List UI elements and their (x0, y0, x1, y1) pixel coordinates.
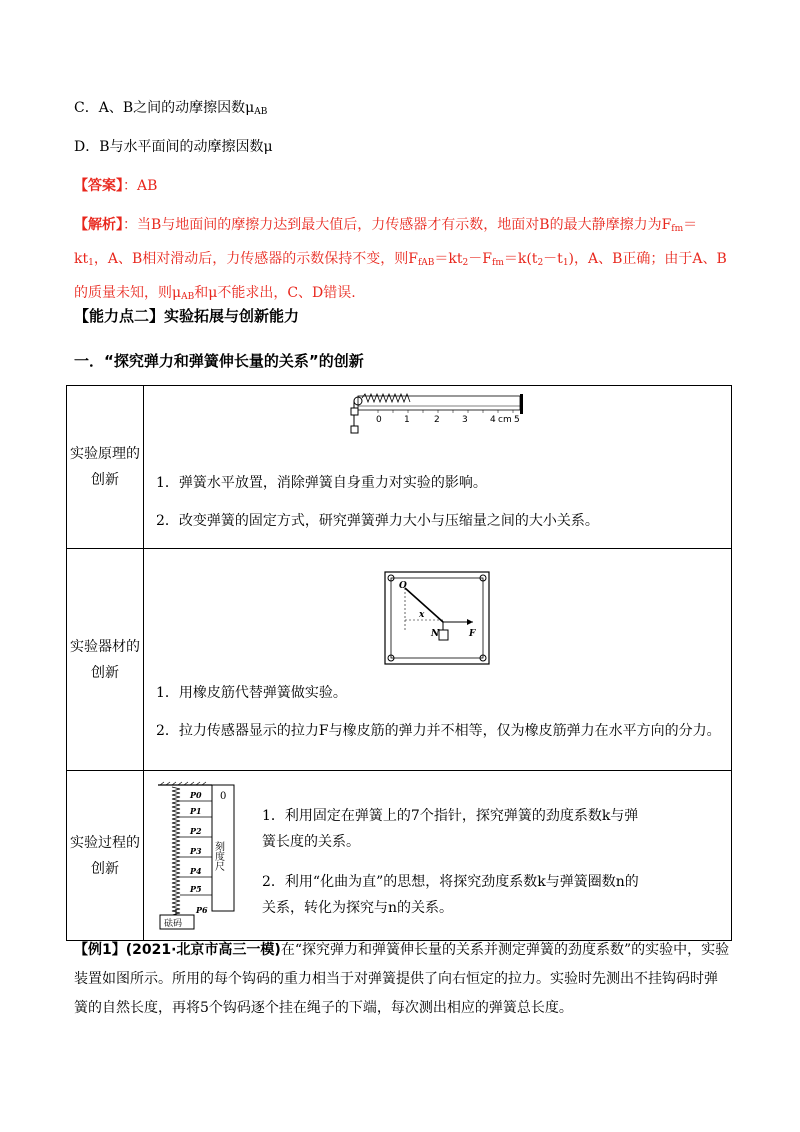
example-1: 【例1】(2021·北京市高三一模)在“探究弹力和弹簧伸长量的关系并测定弹簧的劲度系数”的实验中，实验装置如图所示。所用的每个钩码的重力相当于对弹簧提供了向右恒定的拉力。实验时先测出不挂钩码时弹簧的自然长度，再将5个钩码逐个挂在绳子的下端，每次测出相应的弹簧总长度。 (74, 942, 730, 1016)
point-label: x (418, 609, 424, 620)
innovation-item: 2．改变弹簧的固定方式，研究弹簧弹力大小与压缩量之间的大小关系。 (156, 513, 599, 529)
analysis: 【解析】：当B与地面间的摩擦力达到最大值后，力传感器才有示数，地面对B的最大静摩擦力为$F_{fm}=kt_1$，A、B相对滑动后，力传感器的示数保持不变，则$F_{fAB}=kt_2-F_{fm}=k(t_2-t_1)$，A、B正确；由于A、B的质量未知，则$\mu_{AB}$和μ不能求出，C、D错误. (74, 217, 727, 302)
ruler-tick: 1 (403, 415, 410, 425)
innovation-item: 1．用橡皮筋代替弹簧做实验。 (156, 684, 347, 701)
innovation-item: 2．拉力传感器显示的拉力F与橡皮筋的弹力并不相等，仅为橡皮筋弹力在水平方向的分力。 (156, 722, 721, 739)
ability-heading: 【能力点二】实验拓展与创新能力 (74, 307, 300, 325)
innovation-table (66, 385, 732, 941)
pointer-label: P0 (190, 789, 202, 800)
ruler-tick: 5 (513, 415, 520, 425)
row-content (144, 386, 732, 549)
innovation-item: 2．利用“化曲为直”的思想，将探究劲度系数k与弹簧圈数n的关系，转化为探究与n的关系。 (262, 873, 639, 916)
row-label: 实验原理的创新 (67, 386, 144, 549)
ruler-tick: 4 (489, 415, 496, 425)
section-heading: 一．“探究弹力和弹簧伸长量的关系”的创新 (74, 352, 364, 370)
option-c: C．A、B之间的动摩擦因数$\mu_{AB}$ (74, 100, 268, 117)
answer: 【答案】：AB (74, 178, 158, 194)
row-content (144, 549, 732, 771)
point-label: O (398, 580, 407, 591)
pointer-label: P6 (196, 904, 208, 915)
ruler-zero: 0 (220, 790, 227, 802)
table-row (67, 386, 732, 549)
row-label: 实验器材的创新 (67, 549, 144, 771)
table-row (67, 771, 732, 941)
ruler-tick: 0 (375, 415, 382, 425)
pointer-label: P4 (190, 865, 202, 876)
point-label: F (468, 628, 475, 639)
ruler-label: 刻度尺 (212, 840, 224, 871)
horizontal-spring-figure (348, 386, 528, 448)
weight-label: 砝码 (164, 918, 183, 929)
innovation-item: 1．利用固定在弹簧上的7个指针，探究弹簧的劲度系数k与弹簧长度的关系。 (262, 807, 639, 850)
point-label: N (430, 628, 439, 639)
pointer-label: P1 (190, 805, 202, 816)
ruler-tick: cm (497, 415, 512, 425)
rubber-band-figure (383, 570, 493, 668)
pointer-label: P3 (190, 845, 202, 856)
table-row (67, 549, 732, 771)
vertical-spring-figure (150, 781, 242, 931)
pointer-label: P2 (190, 825, 202, 836)
pointer-label: P5 (190, 883, 202, 894)
ruler-tick: 2 (433, 415, 440, 425)
ruler-tick: 3 (461, 415, 468, 425)
innovation-item: 1．弹簧水平放置，消除弹簧自身重力对实验的影响。 (156, 475, 487, 491)
option-d: D．B与水平面间的动摩擦因数μ (74, 139, 273, 155)
row-content (144, 771, 732, 941)
row-label: 实验过程的创新 (67, 771, 144, 941)
